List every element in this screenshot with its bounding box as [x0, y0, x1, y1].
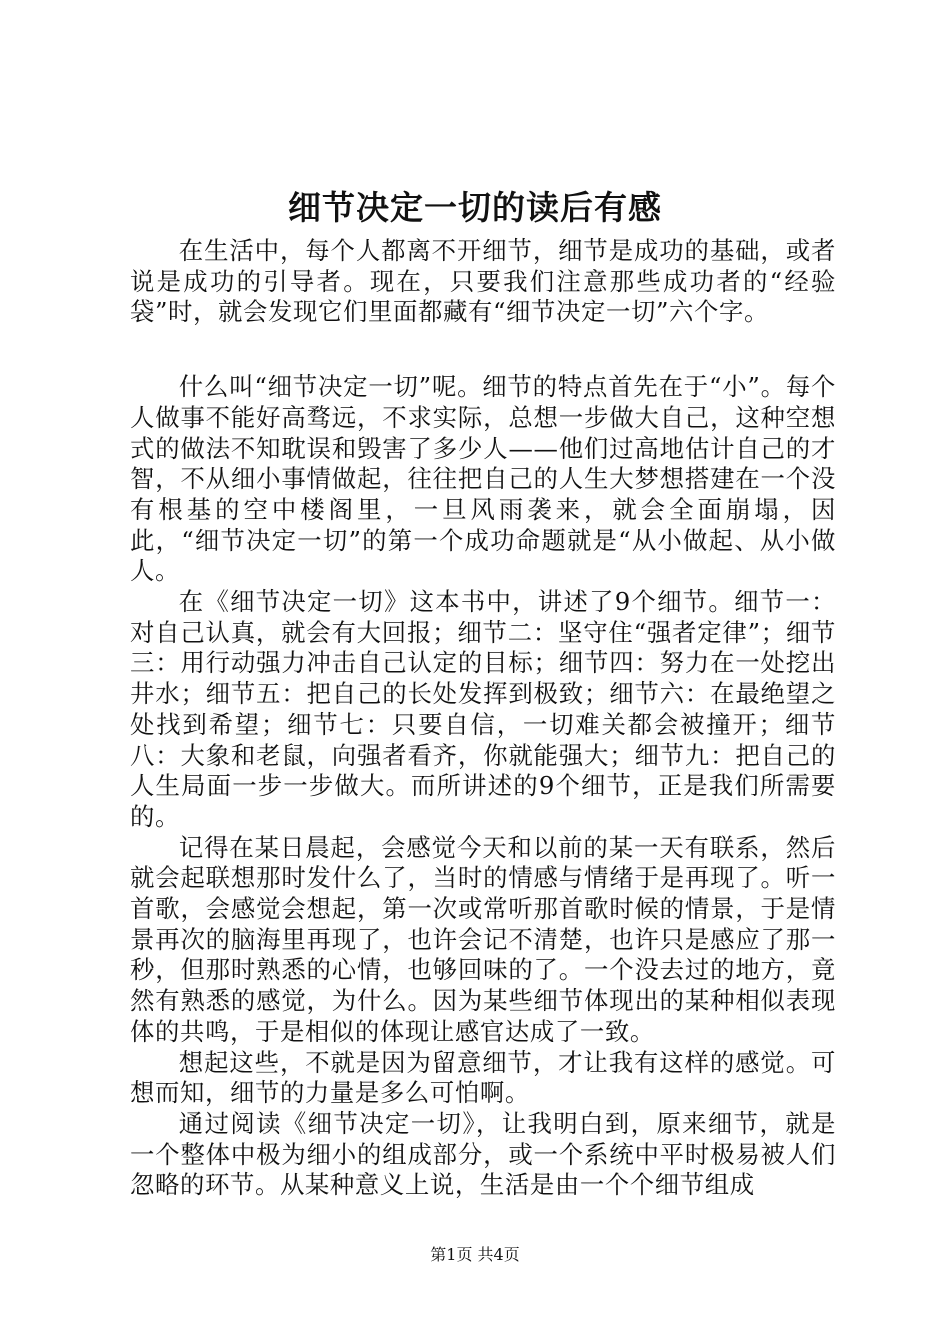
paragraph-3: 在《细节决定一切》这本书中，讲述了9个细节。细节一：对自己认真，就会有大回报；细节二：坚守住“强者定律”；细节三：用行动强力冲击自己认定的目标；细节四：努力在一处挖出井水；细节五：把自己的长处发挥到极致；细节六：在最绝望之处找到希望；细节七：只要自信，一切难关都会被撞开；细节八：大象和老鼠，向强者看齐，你就能强大；细节九：把自己的人生局面一步一步做大。而所讲述的9个细节，正是我们所需要的。	[130, 587, 836, 831]
page-number-footer: 第1页 共4页	[430, 1245, 520, 1264]
paragraph-5: 想起这些，不就是因为留意细节，才让我有这样的感觉。可想而知，细节的力量是多么可怕啊。	[130, 1047, 836, 1108]
paragraph-2: 什么叫“细节决定一切”呢。细节的特点首先在于“小”。每个人做事不能好高骛远，不求实际，总想一步做大自己，这种空想式的做法不知耽误和毁害了多少人——他们过高地估计自己的才智，不从细小事情做起，往往把自己的人生大梦想搭建在一个没有根基的空中楼阁里，一旦风雨袭来，就会全面崩塌，因此，“细节决定一切”的第一个成功命题就是“从小做起、从小做人。	[130, 372, 836, 586]
paragraph-gap	[130, 328, 836, 372]
document-body	[130, 236, 836, 1201]
document-title: 细节决定一切的读后有感	[288, 188, 662, 227]
paragraph-6: 通过阅读《细节决定一切》，让我明白到，原来细节，就是一个整体中极为细小的组成部分，或一个系统中平时极易被人们忽略的环节。从某种意义上说，生活是由一个个细节组成	[130, 1108, 836, 1200]
paragraph-4: 记得在某日晨起，会感觉今天和以前的某一天有联系，然后就会起联想那时发什么了，当时的情感与情绪于是再现了。听一首歌，会感觉会想起，第一次或常听那首歌时候的情景，于是情景再次的脑海里再现了，也许会记不清楚，也许只是感应了那一秒，但那时熟悉的心情，也够回味的了。一个没去过的地方，竟然有熟悉的感觉，为什么。因为某些细节体现出的某种相似表现体的共鸣，于是相似的体现让感官达成了一致。	[130, 832, 836, 1046]
paragraph-1: 在生活中，每个人都离不开细节，细节是成功的基础，或者说是成功的引导者。现在，只要我们注意那些成功者的“经验袋”时，就会发现它们里面都藏有“细节决定一切”六个字。	[130, 236, 836, 327]
